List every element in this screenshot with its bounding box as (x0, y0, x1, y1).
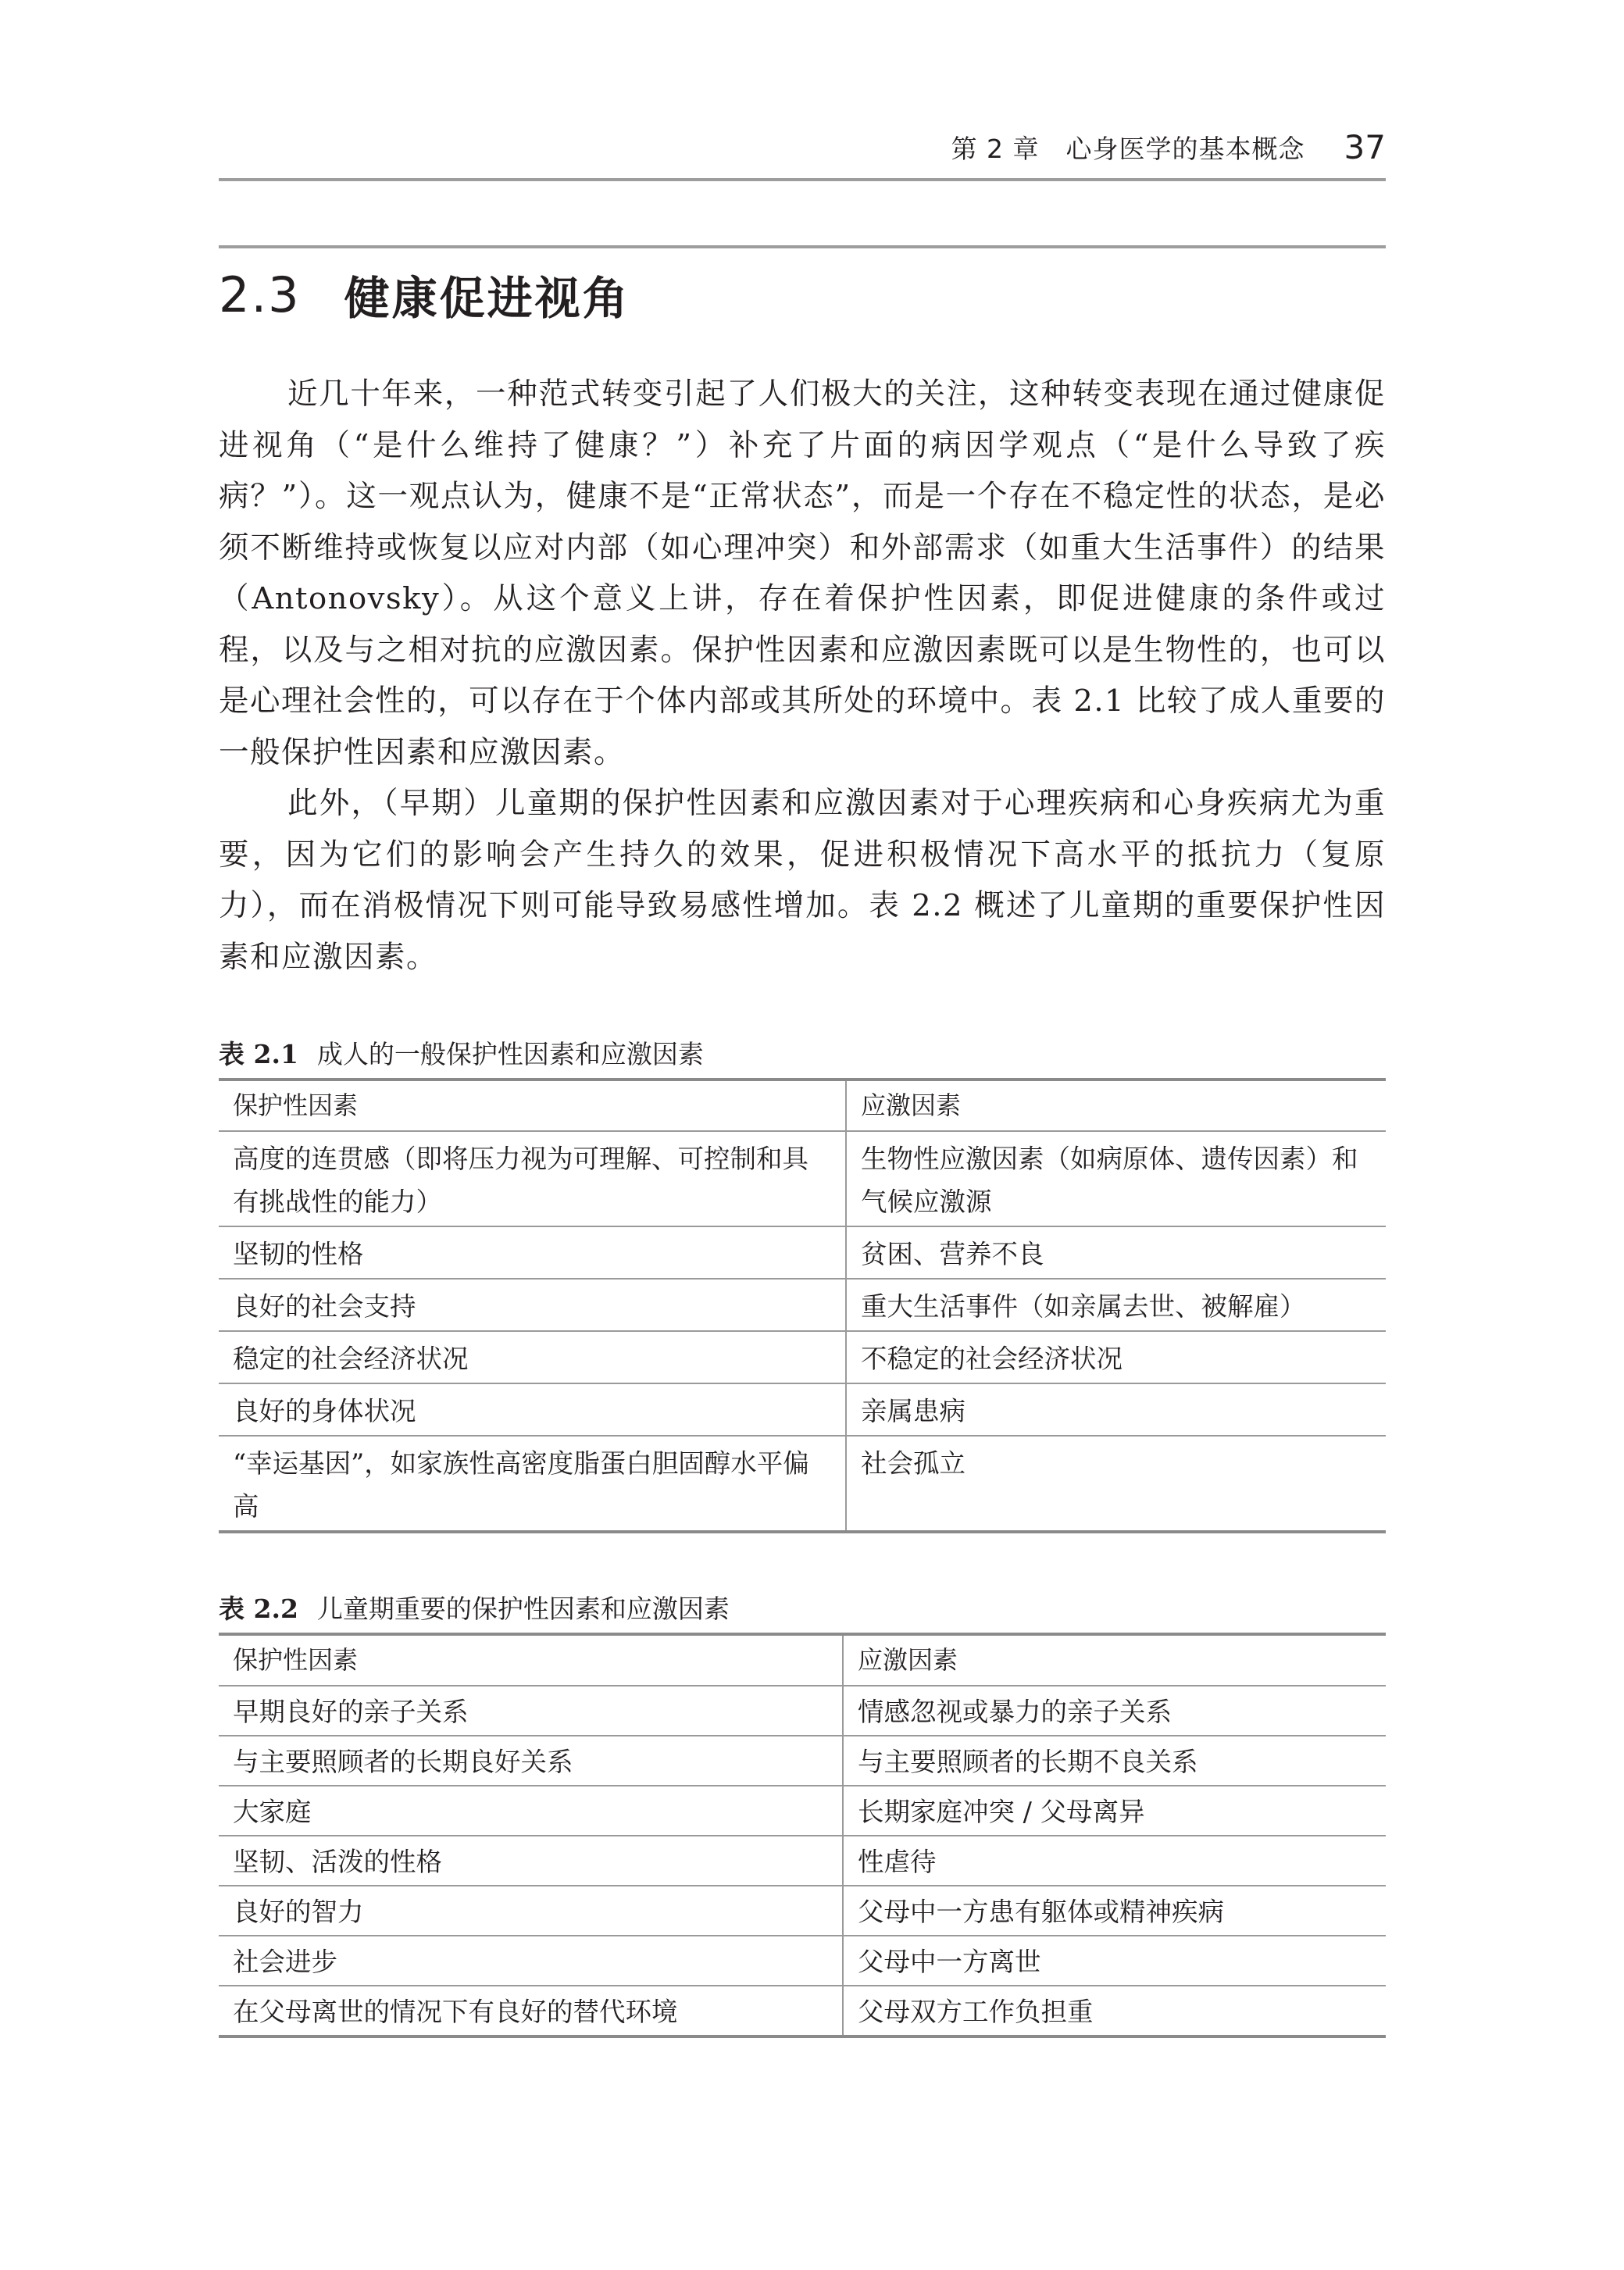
table-cell: 稳定的社会经济状况 (219, 1331, 846, 1383)
header-rule (219, 178, 1386, 181)
table-row (219, 1836, 1386, 1886)
table-cell: 贫困、营养不良 (846, 1226, 1386, 1279)
table-cell: 良好的社会支持 (219, 1279, 846, 1331)
table-cell: 大家庭 (219, 1786, 843, 1836)
table-cell: 情感忽视或暴力的亲子关系 (843, 1686, 1386, 1736)
table-row (219, 1226, 1386, 1279)
table-header-row (219, 1080, 1386, 1131)
table-protective-stress-adults (219, 1078, 1386, 1533)
table-label: 表 2.2 (219, 1594, 298, 1624)
table-cell: 良好的身体状况 (219, 1383, 846, 1436)
table-cell: 父母双方工作负担重 (843, 1986, 1386, 2036)
table-cell: 社会进步 (219, 1936, 843, 1986)
paragraph: 此外，（早期）儿童期的保护性因素和应激因素对于心理疾病和心身疾病尤为重要，因为它们的影响会产生持久的效果，促进积极情况下高水平的抵抗力（复原力），而在消极情况下则可能导致易感性增加。表 2.2 概述了儿童期的重要保护性因素和应激因素。 (219, 786, 1386, 975)
column-header: 应激因素 (843, 1634, 1386, 1686)
table-cell: 不稳定的社会经济状况 (846, 1331, 1386, 1383)
table-row (219, 1436, 1386, 1532)
table-cell: 与主要照顾者的长期良好关系 (219, 1736, 843, 1786)
column-header: 保护性因素 (219, 1080, 846, 1131)
table-header-row (219, 1634, 1386, 1686)
table-caption-text: 成人的一般保护性因素和应激因素 (316, 1039, 704, 1069)
table-cell: 良好的智力 (219, 1886, 843, 1936)
table-cell: 高度的连贯感（即将压力视为可理解、可控制和具有挑战性的能力） (219, 1131, 846, 1226)
table-row (219, 1736, 1386, 1786)
table-caption (219, 1036, 704, 1073)
paragraph: 近几十年来，一种范式转变引起了人们极大的关注，这种转变表现在通过健康促进视角（“是什么维持了健康？”）补充了片面的病因学观点（“是什么导致了疾病？”）。这一观点认为，健康不是“正常状态”，而是一个存在不稳定性的状态，是必须不断维持或恢复以应对内部（如心理冲突）和外部需求（如重大生活事件）的结果（Antonovsky）。从这个意义上讲，存在着保护性因素，即促进健康的条件或过程，以及与之相对抗的应激因素。保护性因素和应激因素既可以是生物性的，也可以是心理社会性的，可以存在于个体内部或其所处的环境中。表 2.1 比较了成人重要的一般保护性因素和应激因素。 (219, 377, 1386, 770)
table-row (219, 1786, 1386, 1836)
body-text (219, 369, 1386, 983)
table-cell: 早期良好的亲子关系 (219, 1686, 843, 1736)
table-cell: 性虐待 (843, 1836, 1386, 1886)
table-row (219, 1131, 1386, 1226)
table-row (219, 1279, 1386, 1331)
table-cell: 坚韧、活泼的性格 (219, 1836, 843, 1886)
running-header (219, 125, 1386, 169)
section-title: 健康促进视角 (344, 272, 630, 325)
table-cell: “幸运基因”，如家族性高密度脂蛋白胆固醇水平偏高 (219, 1436, 846, 1532)
table-row (219, 1331, 1386, 1383)
table-cell: 父母中一方离世 (843, 1936, 1386, 1986)
table-row (219, 1383, 1386, 1436)
table-row (219, 1886, 1386, 1936)
table-row (219, 1986, 1386, 2036)
section-rule (219, 245, 1386, 248)
table-row (219, 1686, 1386, 1736)
table-cell: 与主要照顾者的长期不良关系 (843, 1736, 1386, 1786)
column-header: 保护性因素 (219, 1634, 843, 1686)
table-cell: 长期家庭冲突 / 父母离异 (843, 1786, 1386, 1836)
table-caption-text: 儿童期重要的保护性因素和应激因素 (316, 1594, 730, 1624)
table-label: 表 2.1 (219, 1039, 298, 1069)
table-cell: 社会孤立 (846, 1436, 1386, 1532)
section-heading (219, 261, 630, 328)
table-cell: 在父母离世的情况下有良好的替代环境 (219, 1986, 843, 2036)
column-header: 应激因素 (846, 1080, 1386, 1131)
table-protective-stress-childhood (219, 1633, 1386, 2038)
table-cell: 重大生活事件（如亲属去世、被解雇） (846, 1279, 1386, 1331)
table-row (219, 1936, 1386, 1986)
table-cell: 亲属患病 (846, 1383, 1386, 1436)
table-caption (219, 1590, 730, 1628)
page-number: 37 (1344, 127, 1386, 166)
table-cell: 父母中一方患有躯体或精神疾病 (843, 1886, 1386, 1936)
table-cell: 坚韧的性格 (219, 1226, 846, 1279)
table-cell: 生物性应激因素（如病原体、遗传因素）和气候应激源 (846, 1131, 1386, 1226)
section-number: 2.3 (219, 266, 301, 323)
chapter-title: 第 2 章 心身医学的基本概念 (951, 133, 1305, 164)
